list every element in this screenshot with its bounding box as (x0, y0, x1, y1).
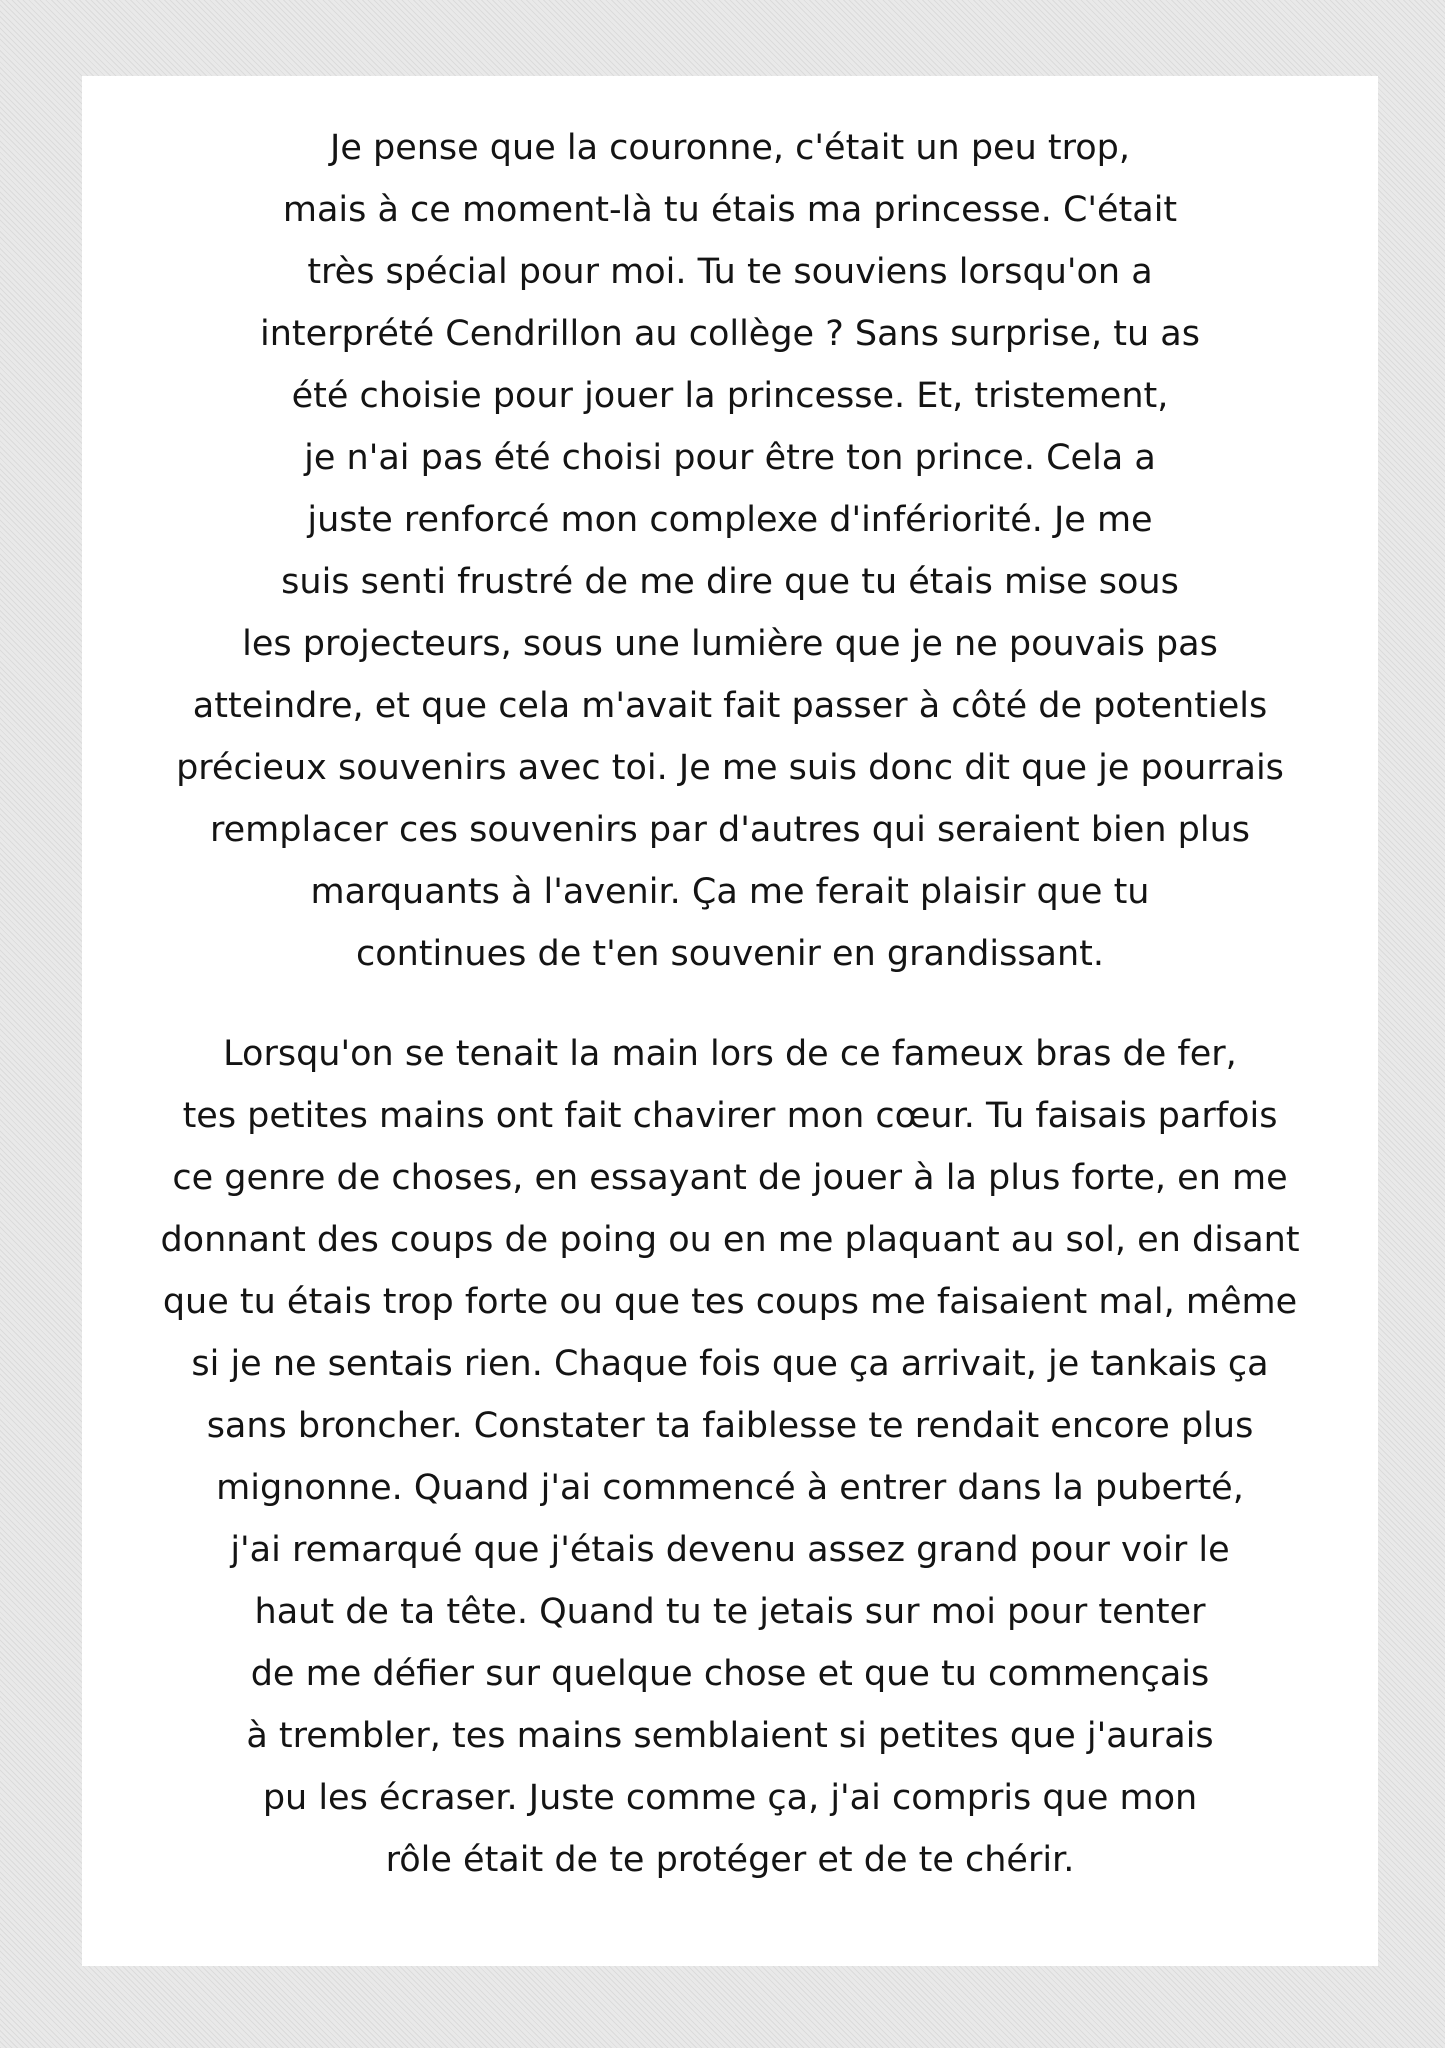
paragraph-2 (142, 1023, 1318, 1891)
text-line: continues de t'en souvenir en grandissant. (355, 934, 1105, 974)
text-line: remplacer ces souvenirs par d'autres qui seraient bien plus (210, 810, 1250, 850)
text-line: mignonne. Quand j'ai commencé à entrer dans la puberté, (216, 1468, 1244, 1508)
text-line: de me défier sur quelque chose et que tu commençais (250, 1654, 1210, 1694)
text-line: si je ne sentais rien. Chaque fois que ça arrivait, je tankais ça (191, 1344, 1269, 1384)
text-line: sans broncher. Constater ta faiblesse te rendait encore plus (206, 1406, 1254, 1446)
document-page (82, 76, 1378, 1966)
text-line: j'ai remarqué que j'étais devenu assez grand pour voir le (230, 1530, 1230, 1570)
text-line: précieux souvenirs avec toi. Je me suis donc dit que je pourrais (176, 748, 1284, 788)
text-line: que tu étais trop forte ou que tes coups me faisaient mal, même (162, 1282, 1298, 1322)
text-line: haut de ta tête. Quand tu te jetais sur moi pour tenter (254, 1592, 1206, 1632)
text-line: je n'ai pas été choisi pour être ton prince. Cela a (304, 438, 1156, 478)
text-line: été choisie pour jouer la princesse. Et, tristement, (291, 376, 1169, 416)
text-line: atteindre, et que cela m'avait fait passer à côté de potentiels (192, 686, 1268, 726)
text-line: marquants à l'avenir. Ça me ferait plaisir que tu (310, 872, 1150, 912)
text-line: pu les écraser. Juste comme ça, j'ai compris que mon (262, 1778, 1198, 1818)
text-line: ce genre de choses, en essayant de jouer à la plus forte, en me (172, 1158, 1288, 1198)
text-line: juste renforcé mon complexe d'infériorité. Je me (307, 500, 1153, 540)
text-line: donnant des coups de poing ou en me plaquant au sol, en disant (160, 1220, 1300, 1260)
text-line: interprété Cendrillon au collège ? Sans surprise, tu as (259, 314, 1200, 354)
text-line: suis senti frustré de me dire que tu étais mise sous (281, 562, 1179, 602)
text-line: très spécial pour moi. Tu te souviens lorsqu'on a (307, 252, 1153, 292)
text-line: tes petites mains ont fait chavirer mon cœur. Tu faisais parfois (182, 1096, 1278, 1136)
paragraph-1 (142, 117, 1318, 985)
text-line: rôle était de te protéger et de te chérir. (385, 1840, 1075, 1880)
text-line: Je pense que la couronne, c'était un peu trop, (330, 128, 1130, 168)
text-line: les projecteurs, sous une lumière que je ne pouvais pas (242, 624, 1218, 664)
text-line: mais à ce moment-là tu étais ma princesse. C'était (282, 190, 1178, 230)
text-line: Lorsqu'on se tenait la main lors de ce fameux bras de fer, (223, 1034, 1237, 1074)
text-line: à trembler, tes mains semblaient si petites que j'aurais (246, 1716, 1214, 1756)
